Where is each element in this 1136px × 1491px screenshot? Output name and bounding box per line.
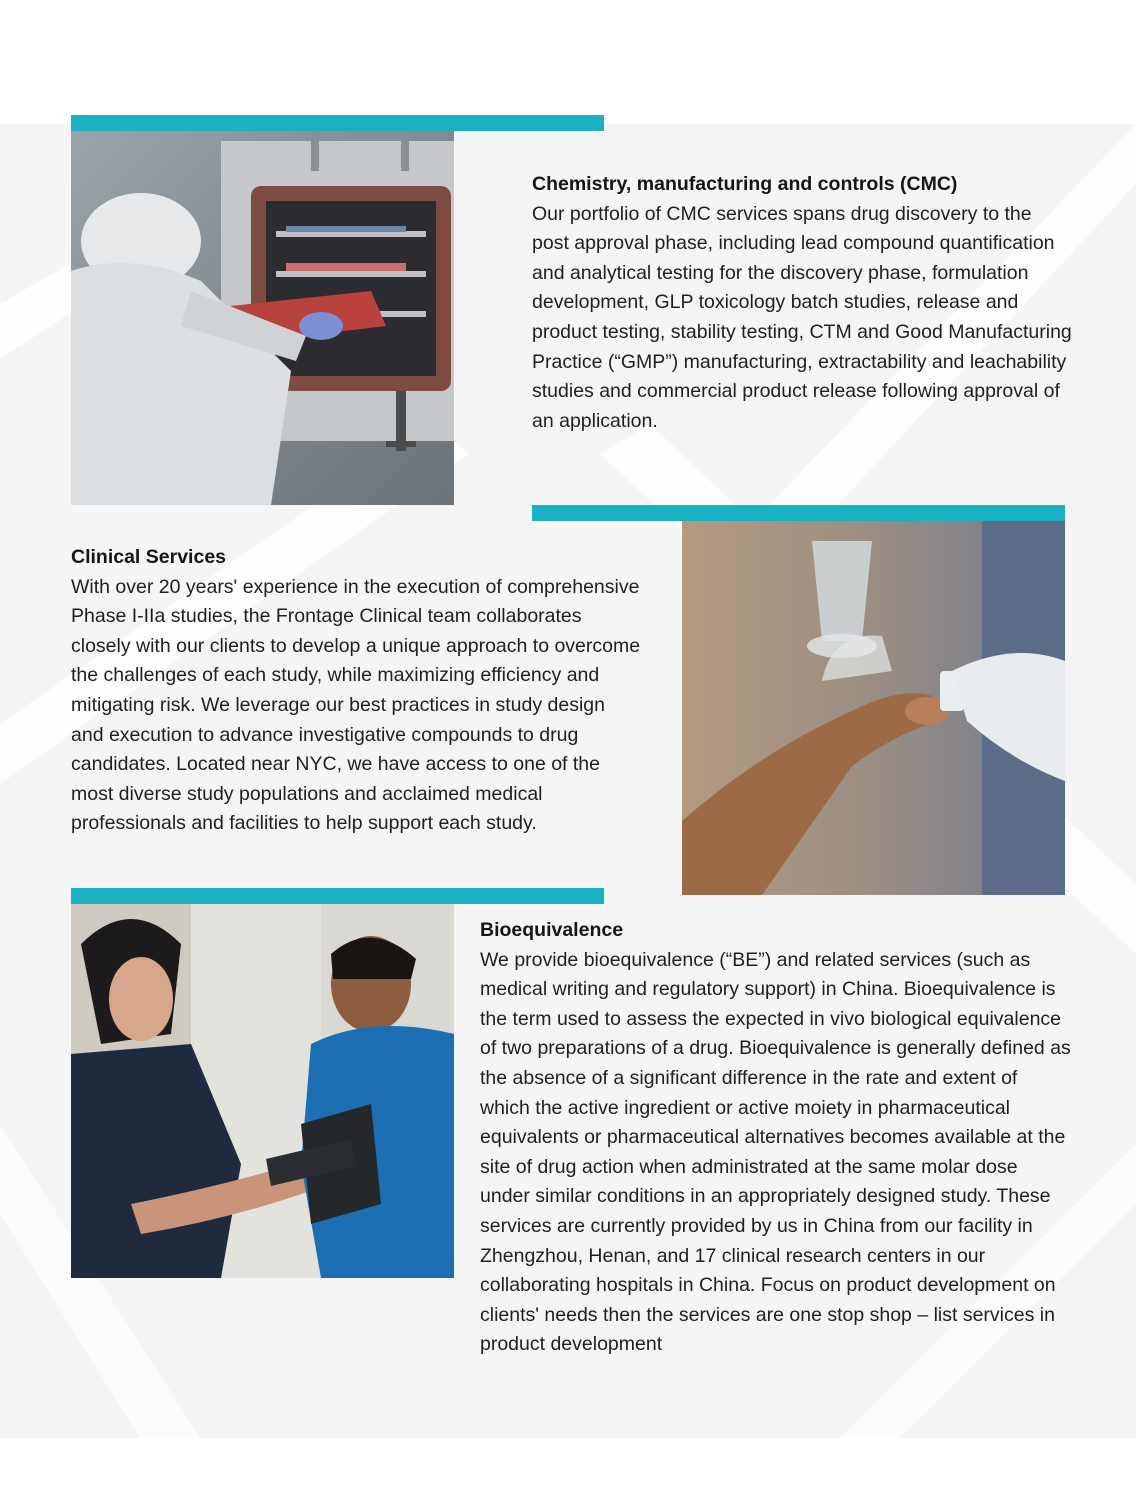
cmc-body: Our portfolio of CMC services spans drug discovery to the post approval phase, including lead compound quantification and analytical testing for the discovery phase, formulation development, GLP toxicology batch studies, release and product testing, stability testing, CTM and Good Manufacturing Practice (“GMP”) manufacturing, extractability and leachability studies and commercial product release following approval of an application. <box>532 202 1072 432</box>
clinical-body: With over 20 years' experience in the execution of comprehensive Phase I-IIa studies, the Frontage Clinical team collaborates closely with our clients to develop a unique approach to overcome the challenges of each study, while maximizing efficiency and mitigating risk. We leverage our best practices in study design and execution to advance investigative compounds to drug candidates. Located near NYC, we have access to one of the most diverse study populations and acclaimed medical professionals and facilities to help support each study. <box>71 575 641 835</box>
clinical-section <box>71 543 641 839</box>
cmc-section <box>532 170 1072 436</box>
cmc-accent-bar <box>71 115 604 131</box>
clinical-dosing-photo <box>682 521 1065 895</box>
bioequivalence-body: We provide bioequivalence (“BE”) and related services (such as medical writing and regulatory support) in China. Bioequivalence is the term used to assess the expected in vivo biological equivalence of two preparations of a drug. Bioequivalence is generally defined as the absence of a significant difference in the rate and extent of which the active ingredient or active moiety in pharmaceutical equivalents or pharmaceutical alternatives becomes available at the site of drug action when administrated at the same molar dose under similar conditions in an appropriately designed study. These services are currently provided by us in China from our facility in Zhengzhou, Henan, and 17 clinical research centers in our collaborating hospitals in China. Focus on product development on clients' needs then the services are one stop shop – list services in product development <box>480 948 1071 1356</box>
clinical-accent-bar <box>532 505 1065 521</box>
cmc-heading: Chemistry, manufacturing and controls (CMC) <box>532 173 958 195</box>
bioequivalence-section <box>480 916 1072 1360</box>
bioequivalence-heading: Bioequivalence <box>480 919 624 941</box>
clinical-heading: Clinical Services <box>71 546 227 568</box>
bioequivalence-blood-pressure-photo <box>71 904 454 1278</box>
bioequivalence-accent-bar <box>71 888 604 904</box>
cmc-lab-photo <box>71 131 454 505</box>
